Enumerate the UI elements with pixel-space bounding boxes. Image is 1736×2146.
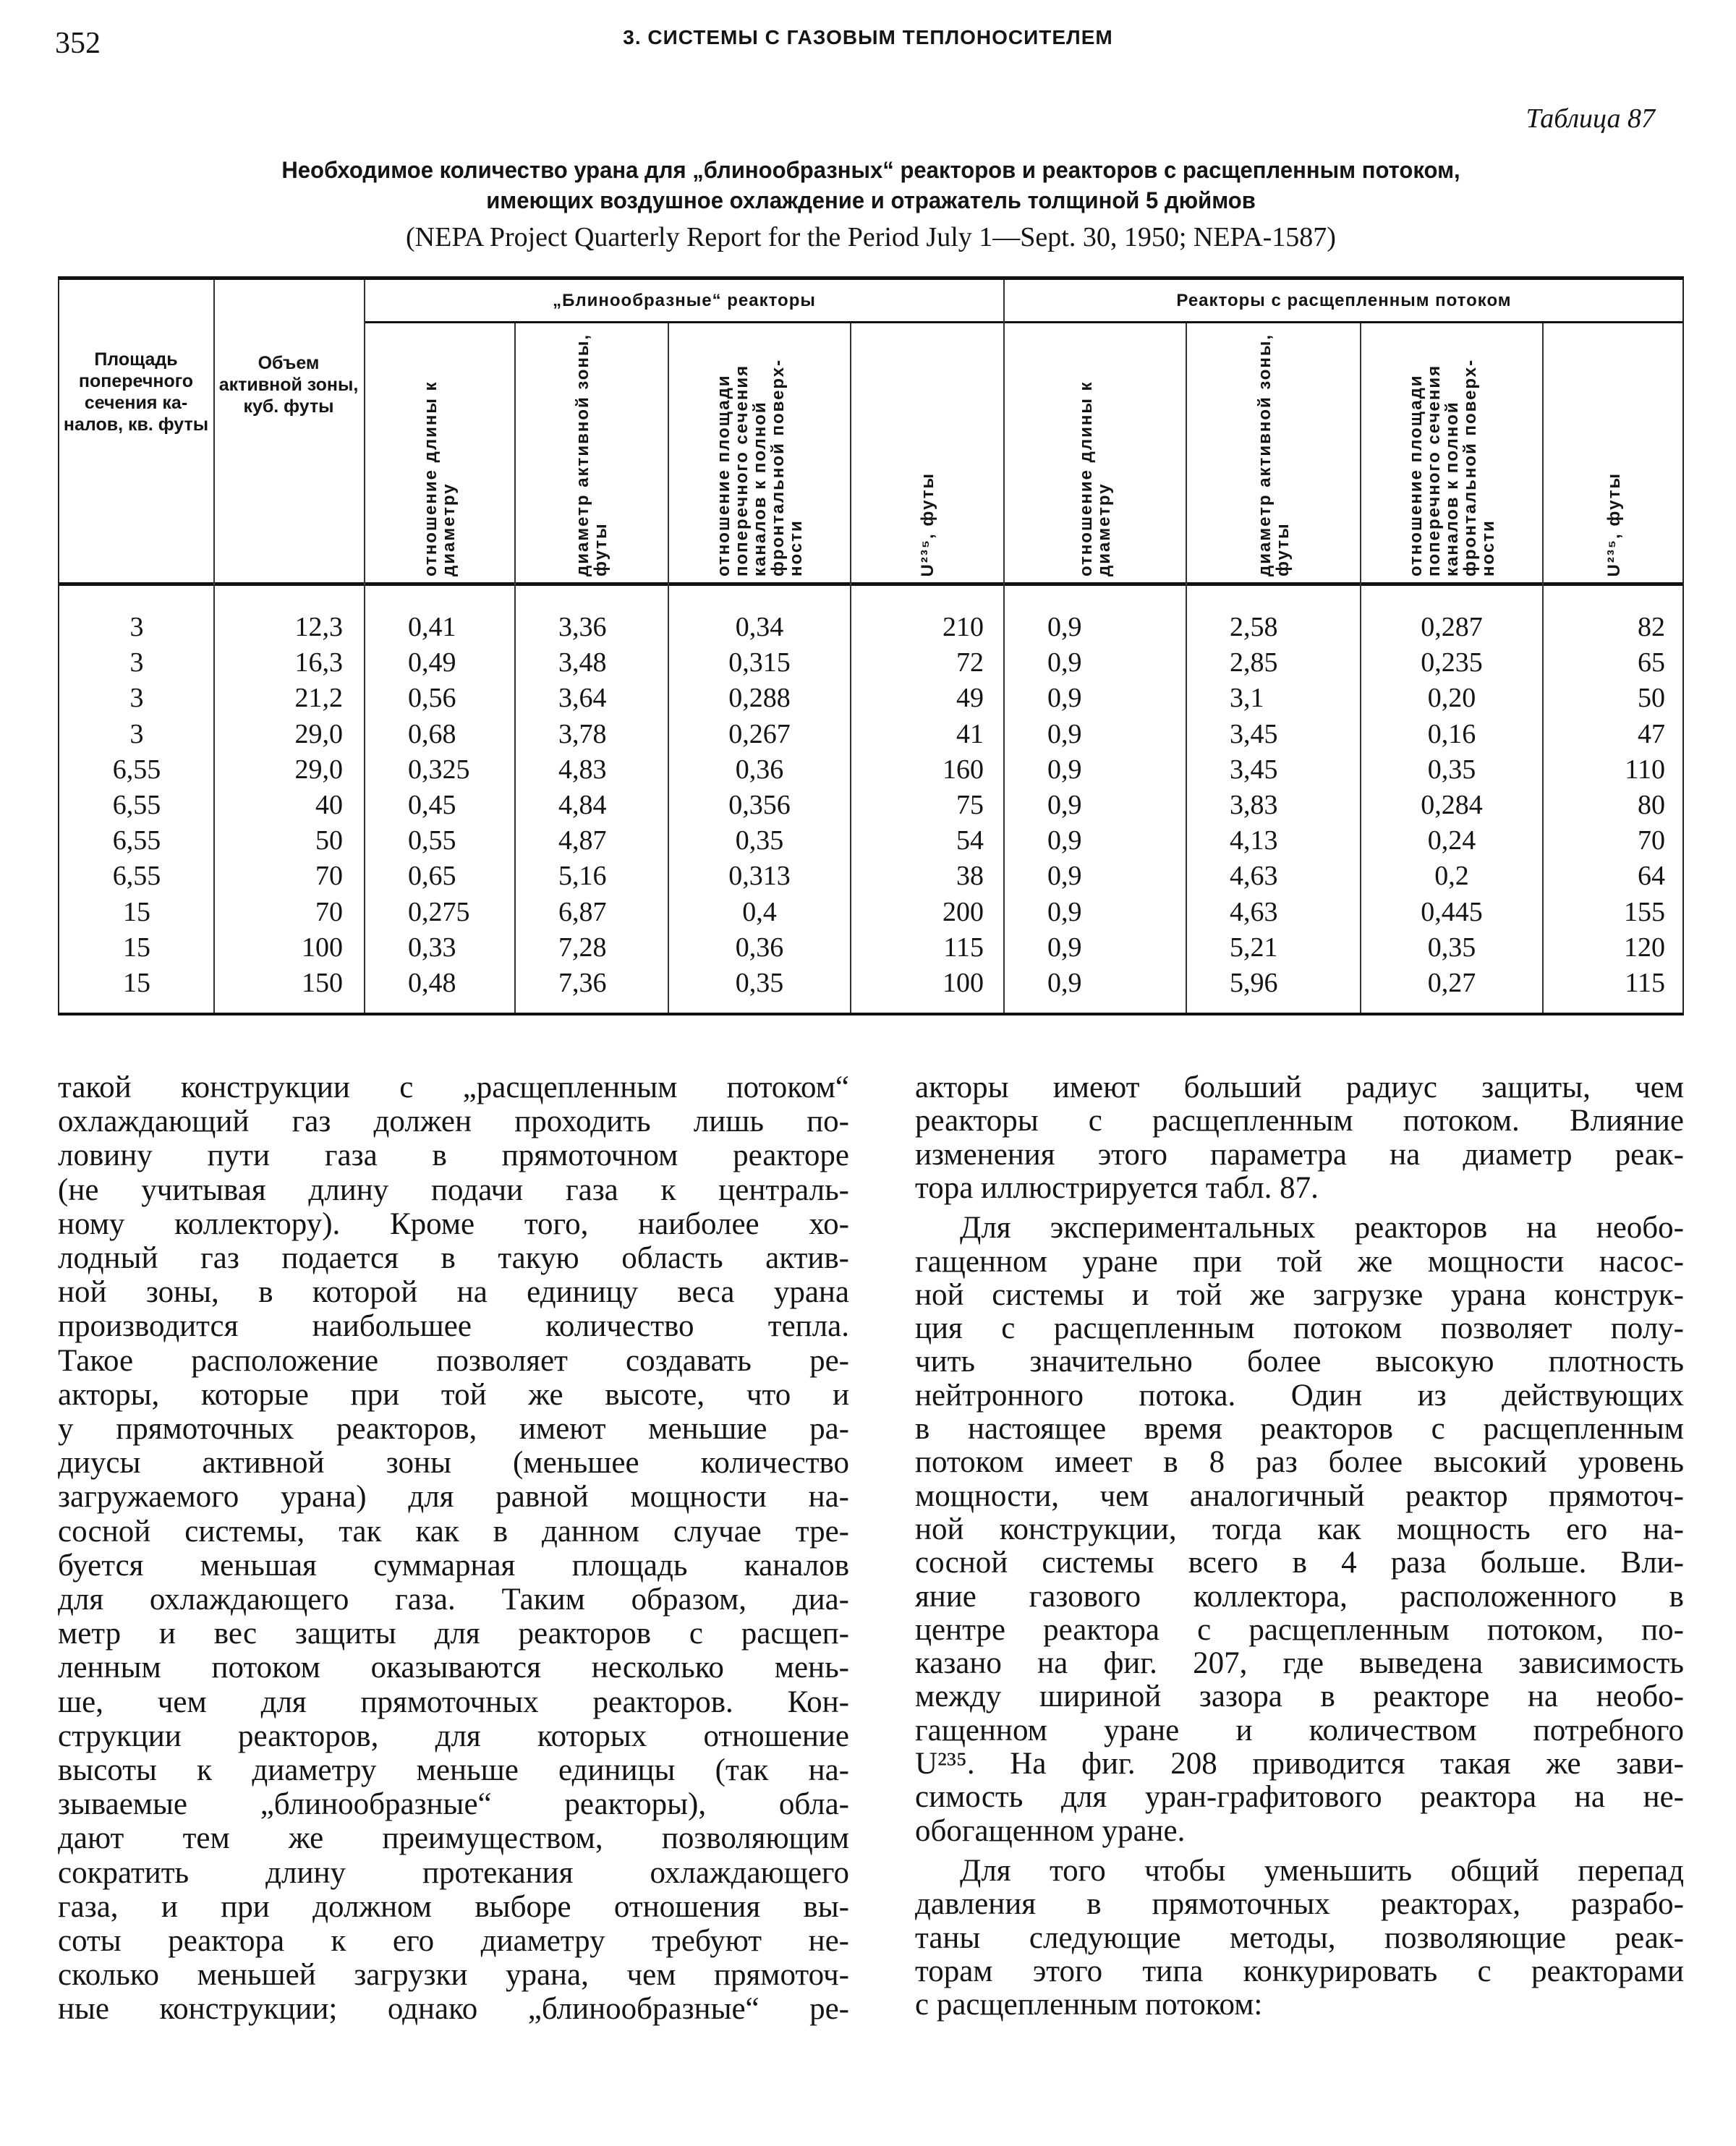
table-cell: 0,9 [1047,968,1082,998]
table-cell: 75 [956,790,984,820]
body-line-text: изменения этого параметра на диаметр реак- [915,1137,1684,1172]
sub-header [365,325,515,582]
body-line-text: сосной системы всего в 4 раза больше. Вли- [915,1546,1684,1580]
body-line-text: между шириной зазора в реакторе на необо- [915,1679,1684,1714]
body-line [58,1241,849,1275]
body-line [915,1412,1684,1446]
body-line [58,1173,849,1207]
body-line [915,1713,1684,1747]
table-cell: 50 [315,825,343,856]
body-line-text: ция с расщепленным потоком позволяет полу- [915,1311,1684,1346]
body-line-text: охлаждающий газ должен проходить лишь по- [58,1104,849,1139]
body-line-text: ной зоны, в которой на единицу веса урана [58,1275,849,1310]
body-line-text: сократить длину протекания охлаждающего [58,1855,849,1890]
body-line [915,1512,1684,1546]
table-cell: 0,9 [1047,932,1082,963]
body-line [58,1821,849,1855]
table-cell: 3 [129,612,144,642]
body-line [915,1988,1684,2022]
table-cell: 16,3 [294,647,343,678]
body-line-text: производится наибольшее количество тепла. [58,1309,849,1344]
table-cell: 54 [956,825,984,856]
body-line-text: давления в прямоточных реакторах, разрабо- [915,1887,1684,1922]
body-line-text: сосной системы, так как в данном случае тре- [58,1514,849,1549]
table-cell: 4,83 [558,754,607,785]
body-line-text: для охлаждающего газа. Таким образом, диа- [58,1583,849,1617]
body-line-text: диусы активной зоны (меньшее количество [58,1446,849,1481]
table-cell: 0,35 [735,825,784,856]
body-line-text: дают тем же преимуществом, позволяющим [58,1821,849,1856]
body-line [58,1446,849,1480]
table-cell: 0,36 [735,932,784,963]
table-cell: 65 [1638,647,1665,678]
body-line-text: потоком имеет в 8 раз более высокий уровень [915,1445,1684,1480]
body-line [915,1780,1684,1814]
table-cell: 0,267 [728,718,791,749]
body-line [915,1479,1684,1513]
body-line [915,1646,1684,1680]
table-label: Таблица 87 [1526,103,1655,134]
table-cell: 7,28 [558,932,607,963]
body-line [58,1549,849,1583]
table-title-line: Необходимое количество урана для „блинообразных“ реакторов и реакторов с расщепленным потоком, [281,157,1460,183]
table-cell: 0,48 [408,968,456,998]
body-line-text: ные конструкции; однако „блинообразные“ ре- [58,1992,849,2027]
body-line [915,1954,1684,1988]
table-cell: 200 [943,896,984,927]
table-cell: 0,45 [408,790,456,820]
body-line [915,1814,1684,1848]
table-cell: 6,55 [112,861,161,892]
body-line-text: лодный газ подается в такую область актив- [58,1241,849,1275]
running-head: 3. СИСТЕМЫ С ГАЗОВЫМ ТЕПЛОНОСИТЕЛЕМ [623,26,1113,48]
table-title-line: имеющих воздушное охлаждение и отражатель толщиной 5 дюймов [486,187,1256,213]
table-cell: 3,36 [558,612,607,642]
body-line-text: симость для уран-графитового реактора на не- [915,1780,1684,1815]
table-cell: 5,16 [558,861,607,892]
table-cell: 0,9 [1047,790,1082,820]
body-line [960,1854,1684,1888]
body-line-text: (не учитывая длину подачи газа к централь- [58,1172,849,1207]
body-line-text: гащенном уране и количеством потребного [915,1713,1684,1747]
body-line [58,1480,849,1514]
body-line-text: сколько меньшей загрузки урана, чем прямоточ- [58,1958,849,1993]
table-source: (NEPA Project Quarterly Report for the Period July 1—Sept. 30, 1950; NEPA-1587) [406,222,1336,252]
table-cell: 70 [315,896,343,927]
table-cell: 210 [943,612,984,642]
sub-header [1186,325,1361,582]
table-cell: 0,315 [728,647,791,678]
body-line-text: гащенном уране при той же мощности насос- [915,1244,1684,1279]
body-line-text: казано на фиг. 207, где выведена зависимость [915,1646,1684,1681]
table-cell: 4,13 [1230,825,1278,856]
body-line-text: в настоящее время реакторов с расщепленным [915,1412,1684,1446]
table-cell: 160 [943,754,984,785]
table-cell: 0,35 [1427,932,1476,963]
body-line [58,1958,849,1992]
body-line-text: яние газового коллектора, расположенного в [915,1579,1684,1614]
sub-header [1361,325,1543,582]
table-cell: 3,48 [558,647,607,678]
table-cell: 0,9 [1047,683,1082,714]
body-line [58,1992,849,2026]
data-table [58,276,1684,1015]
body-line-text: таны следующие методы, позволяющие реак- [915,1920,1684,1955]
header-volume: Объем активной зоны, куб. футы [218,353,359,417]
body-line-text: нейтронного потока. Один из действующих [915,1378,1684,1413]
body-line-text: Для того чтобы уменьшить общий перепад [960,1853,1684,1888]
body-line-text: ше, чем для прямоточных реакторов. Кон- [58,1685,849,1719]
table-cell: 0,20 [1427,683,1476,714]
table-cell: 3,45 [1230,754,1278,785]
body-line [58,1617,849,1651]
body-line [915,1345,1684,1379]
table-cell: 15 [123,968,150,998]
table-title [82,155,1660,216]
table-cell: 0,287 [1421,612,1483,642]
body-line [915,1546,1684,1580]
body-line-text: реакторы с расщепленным потоком. Влияние [915,1104,1684,1138]
body-line-text: у прямоточных реакторов, имеют меньшие ра- [58,1412,849,1446]
table-cell: 100 [943,968,984,998]
table-cell: 3,83 [1230,790,1278,820]
table-cell: 4,63 [1230,861,1278,892]
body-line [960,1211,1684,1245]
table-cell: 0,9 [1047,612,1082,642]
table-cell: 0,2 [1434,861,1469,892]
table-cell: 0,27 [1427,968,1476,998]
sub-header [668,325,851,582]
table-cell: 0,235 [1421,647,1483,678]
table-cell: 0,33 [408,932,456,963]
table-cell: 150 [302,968,343,998]
table-cell: 38 [956,861,984,892]
body-line [915,1679,1684,1713]
body-line-text: соты реактора к его диаметру требуют не- [58,1924,849,1958]
body-line [915,1379,1684,1413]
table-cell: 3,45 [1230,718,1278,749]
body-line-text: буется меньшая суммарная площадь каналов [58,1548,849,1583]
body-line-text: высоты к диаметру меньше единицы (так на- [58,1753,849,1787]
table-cell: 2,58 [1230,612,1278,642]
table-cell: 0,68 [408,718,456,749]
body-line [58,1104,849,1138]
body-line [58,1309,849,1343]
sub-header-text: отношение площади поперечного сечения каналов к полной фронтальной поверх-ности [1405,358,1498,576]
body-line [915,1580,1684,1614]
table-cell: 4,87 [558,825,607,856]
table-cell: 0,34 [735,612,784,642]
body-line [915,1104,1684,1138]
body-line [58,1344,849,1378]
sub-header-text: отношение площади поперечного сечения каналов к полной фронтальной поверх-ности [713,358,806,576]
body-line-text: с расщепленным потоком: [915,1988,1263,2022]
table-cell: 3,78 [558,718,607,749]
table-cell: 82 [1638,612,1665,642]
group-header-pancake: „Блинообразные“ реакторы [553,290,816,310]
table-cell: 0,24 [1427,825,1476,856]
table-cell: 0,35 [735,968,784,998]
body-line-text: акторы, которые при той же высоте, что и [58,1377,849,1412]
table-cell: 6,55 [112,754,161,785]
body-line [58,1924,849,1958]
table-cell: 6,55 [112,825,161,856]
table-cell: 0,9 [1047,825,1082,856]
table-cell: 0,16 [1427,718,1476,749]
sub-header [1004,325,1186,582]
table-cell: 4,63 [1230,896,1278,927]
body-line-text: U²³⁵. На фиг. 208 приводится такая же зави- [915,1747,1684,1781]
body-line-text: обогащенном уране. [915,1813,1186,1848]
body-line [915,1445,1684,1479]
body-line [58,1651,849,1685]
table-cell: 80 [1638,790,1665,820]
table-cell: 70 [315,861,343,892]
table-cell: 0,325 [408,754,470,785]
body-line-text: мощности, чем аналогичный реактор прямоточ- [915,1478,1684,1513]
sub-header-text: диаметр активной зоны, футы [1254,333,1293,576]
sub-header [851,325,1004,582]
body-line [915,1245,1684,1279]
column-divider [213,280,215,1013]
table-cell: 3,1 [1230,683,1264,714]
body-line [58,1207,849,1241]
body-line [58,1856,849,1890]
table-cell: 41 [956,718,984,749]
body-line [58,1685,849,1719]
body-line [915,1070,1684,1104]
body-line [915,1887,1684,1921]
table-cell: 120 [1624,932,1665,963]
table-cell: 0,9 [1047,754,1082,785]
table-cell: 115 [1625,968,1665,998]
table-cell: 0,41 [408,612,456,642]
table-cell: 40 [315,790,343,820]
sub-header-text: U²³⁵, футы [1604,472,1624,576]
body-line-text: струкции реакторов, для которых отношение [58,1719,849,1753]
body-line-text: ленным потоком оказываются несколько мень- [58,1651,849,1685]
body-line-text: загружаемого урана) для равной мощности на- [58,1480,849,1515]
body-line [915,1171,1684,1205]
sub-header-text: отношение длины к диаметру [1076,380,1114,576]
table-cell: 47 [1638,718,1665,749]
table-cell: 5,96 [1230,968,1278,998]
header-divider [59,582,1682,586]
table-cell: 115 [943,932,984,963]
body-line-text: центре реактора с расщепленным потоком, по- [915,1612,1684,1647]
table-cell: 3,64 [558,683,607,714]
table-cell: 21,2 [294,683,343,714]
sub-header [1543,325,1685,582]
table-cell: 0,36 [735,754,784,785]
table-cell: 0,288 [728,683,791,714]
table-cell: 12,3 [294,612,343,642]
body-line-text: ной конструкции, тогда как мощность его на- [915,1512,1684,1546]
table-cell: 0,49 [408,647,456,678]
body-line [58,1787,849,1821]
body-line [915,1921,1684,1955]
sub-header-text: U²³⁵, футы [917,472,937,576]
table-cell: 0,9 [1047,896,1082,927]
table-cell: 0,4 [742,896,777,927]
table-cell: 3 [129,683,144,714]
body-line-text: акторы имеют больший радиус защиты, чем [915,1070,1684,1104]
body-line [58,1070,849,1104]
table-cell: 0,65 [408,861,456,892]
body-line-text: тора иллюстрируется табл. 87. [915,1170,1319,1205]
body-line [915,1613,1684,1647]
table-cell: 15 [123,932,150,963]
table-cell: 15 [123,896,150,927]
table-cell: 3 [129,718,144,749]
body-line [58,1138,849,1172]
table-cell: 0,35 [1427,754,1476,785]
body-line [58,1890,849,1924]
body-line-text: ловину пути газа в прямоточном реакторе [58,1138,849,1173]
table-cell: 0,9 [1047,647,1082,678]
body-line-text: чить значительно более высокую плотность [915,1345,1684,1379]
body-line [58,1753,849,1787]
table-cell: 155 [1624,896,1665,927]
table-cell: 0,9 [1047,861,1082,892]
sub-header [515,325,668,582]
body-line-text: ному коллектору). Кроме того, наиболее хо- [58,1206,849,1241]
body-line-text: зываемые „блинообразные“ реакторы), обла- [58,1787,849,1822]
table-cell: 110 [1625,754,1665,785]
table-cell: 4,84 [558,790,607,820]
table-cell: 29,0 [294,718,343,749]
body-line [58,1412,849,1446]
table-cell: 0,9 [1047,718,1082,749]
table-cell: 0,356 [728,790,791,820]
body-line-text: газа, и при должном выборе отношения вы- [58,1889,849,1924]
sub-header-text: отношение длины к диаметру [421,380,459,576]
table-cell: 2,85 [1230,647,1278,678]
table-cell: 50 [1638,683,1665,714]
body-line-text: торам этого типа конкурировать с реакторами [915,1954,1684,1988]
body-line [58,1719,849,1753]
table-cell: 6,55 [112,790,161,820]
body-line [58,1378,849,1412]
table-cell: 5,21 [1230,932,1278,963]
body-line [58,1515,849,1549]
group-divider [365,321,1682,323]
sub-header-text: диаметр активной зоны, футы [573,333,610,576]
table-cell: 64 [1638,861,1665,892]
table-cell: 0,445 [1421,896,1483,927]
table-cell: 0,55 [408,825,456,856]
body-line-text: метр и вес защиты для реакторов с расщеп- [58,1617,849,1651]
table-cell: 6,87 [558,896,607,927]
table-cell: 70 [1638,825,1665,856]
table-cell: 7,36 [558,968,607,998]
table-cell: 0,284 [1421,790,1483,820]
body-line [915,1278,1684,1312]
body-line-text: такой конструкции с „расщепленным потоком“ [58,1070,849,1104]
table-cell: 72 [956,647,984,678]
body-line [915,1747,1684,1781]
body-line-text: Для экспериментальных реакторов на необо- [960,1211,1684,1246]
table-cell: 29,0 [294,754,343,785]
table-cell: 3 [129,647,144,678]
body-line [58,1583,849,1617]
table-cell: 49 [956,683,984,714]
body-line [58,1275,849,1309]
group-header-split-flow: Реакторы с расщепленным потоком [1176,290,1512,310]
body-line-text: ной системы и той же загрузке урана конструк- [915,1277,1684,1312]
body-line [915,1311,1684,1345]
table-cell: 100 [302,932,343,963]
body-line [915,1138,1684,1172]
table-cell: 0,313 [728,861,791,892]
table-cell: 0,56 [408,683,456,714]
table-cell: 0,275 [408,896,470,927]
page-number: 352 [55,27,101,60]
body-line-text: Такое расположение позволяет создавать ре- [58,1343,849,1378]
header-area: Площадь поперечного сечения ка-налов, кв. футы [63,349,209,435]
